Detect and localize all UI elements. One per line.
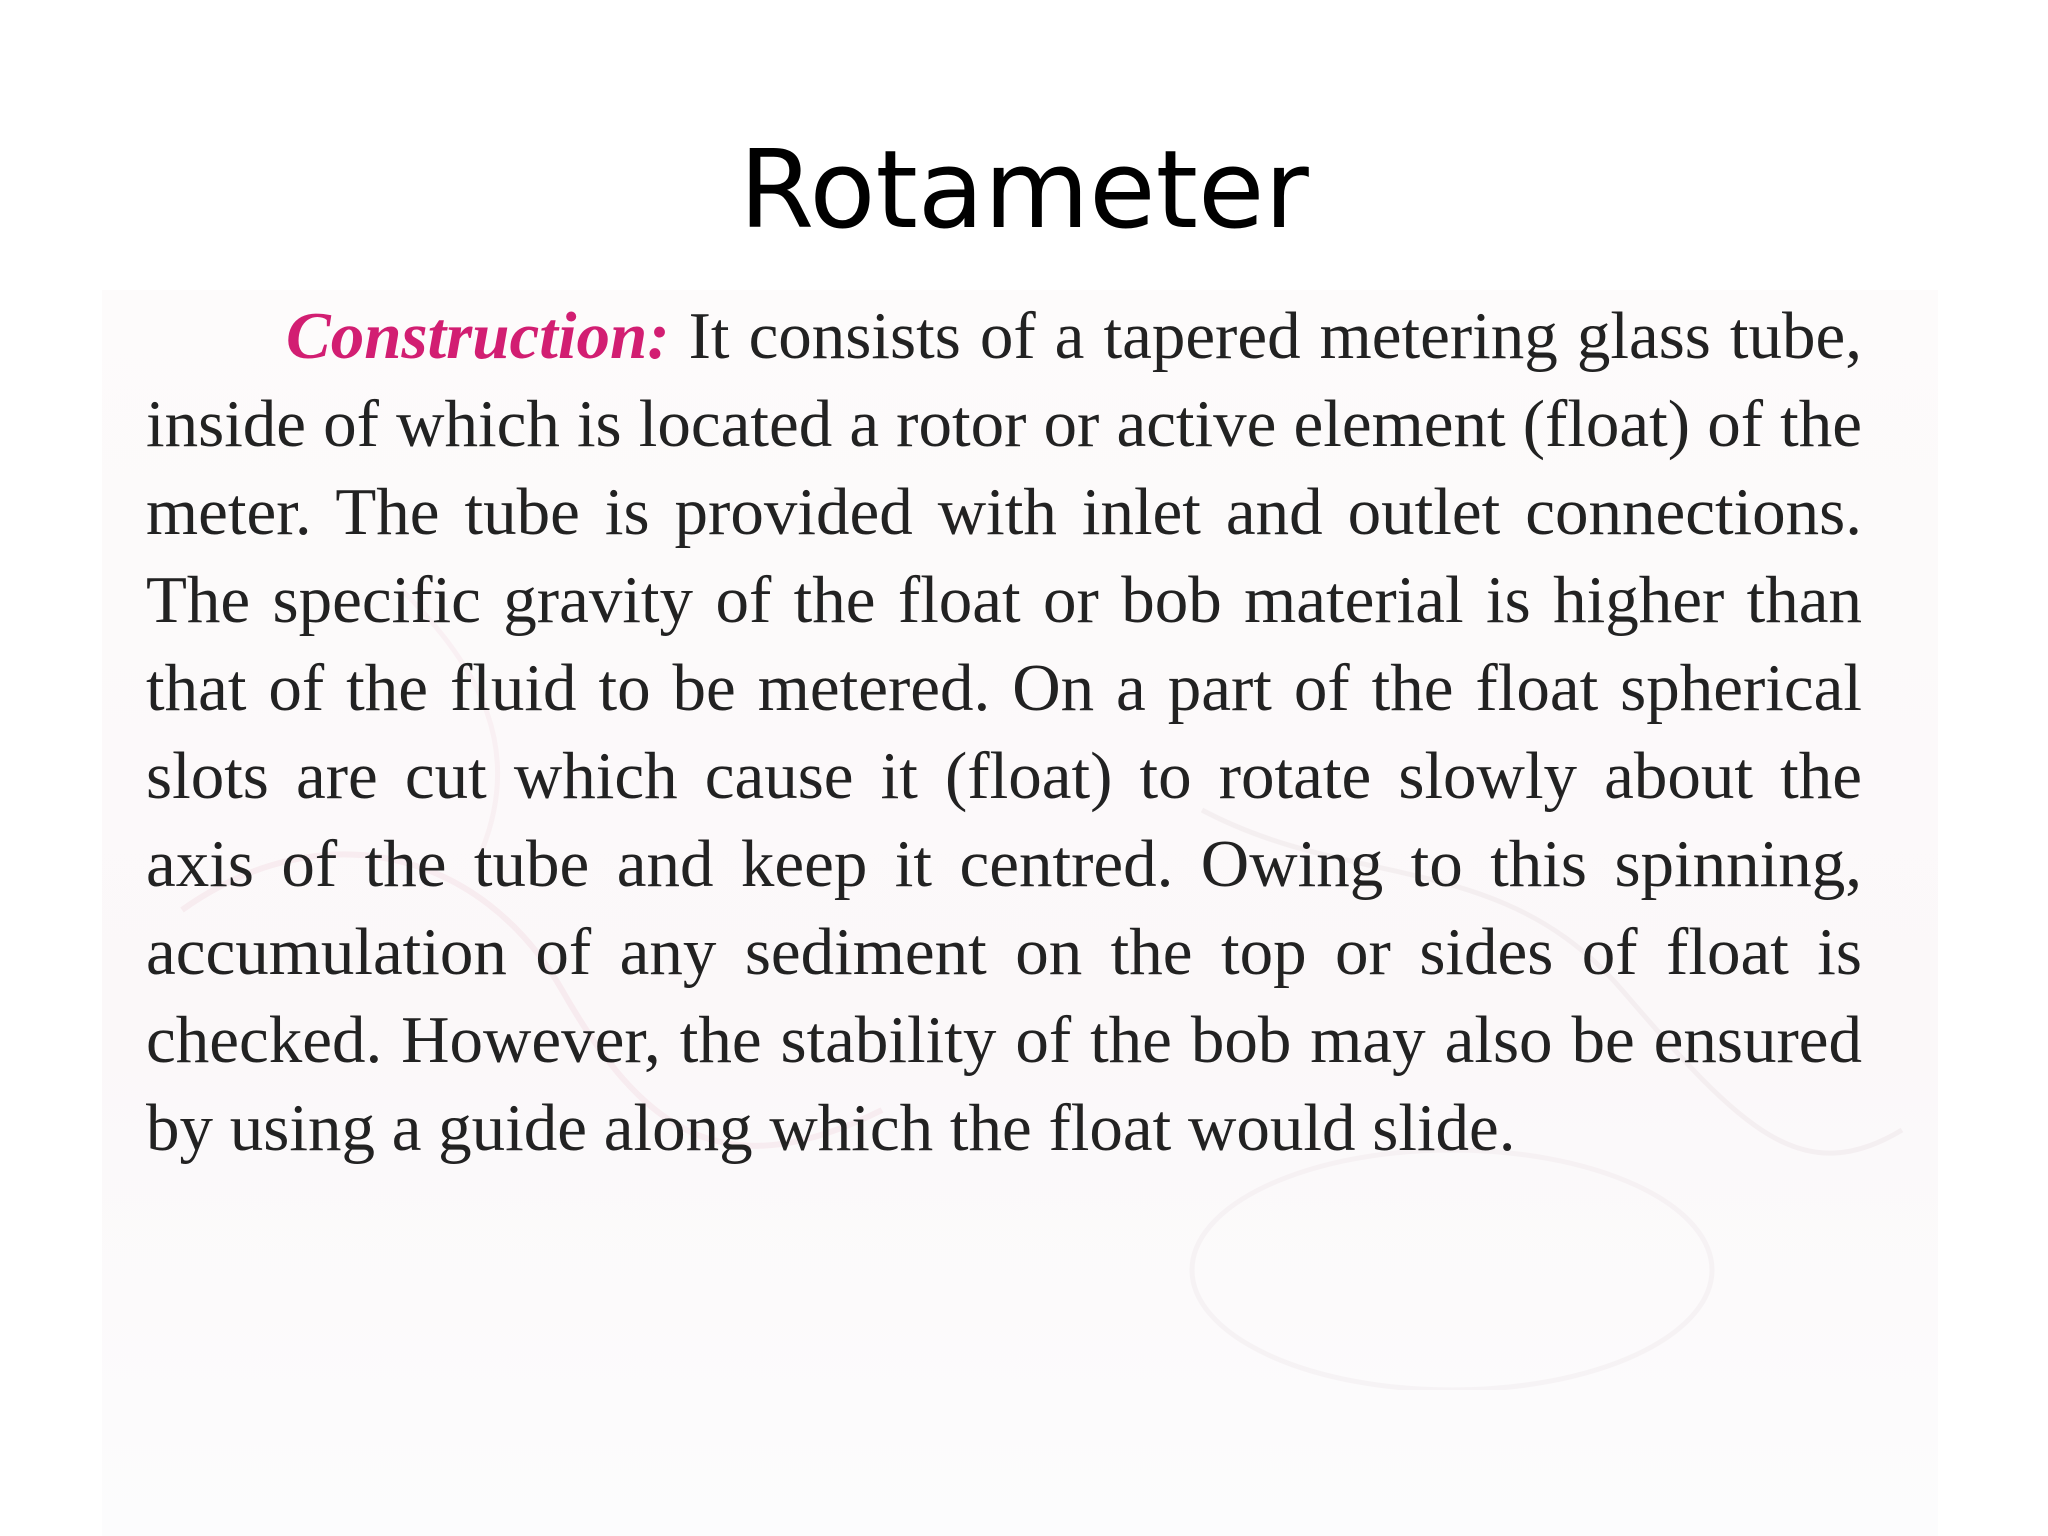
construction-paragraph: [146, 292, 1862, 1172]
construction-label: Construction:: [286, 299, 670, 373]
construction-text: It consists of a tapered metering glass tube, inside of which is located a rotor or active element (float) of the meter. The tube is provided with inlet and outlet connections. The specific gravity of the float or bob material is higher than that of the fluid to be metered. On a part of the float spherical slots are cut which cause it (float) to rotate slowly about the axis of the tube and keep it centred. Owing to this spinning, accumulation of any sediment on the top or sides of float is checked. However, the stability of the bob may also be ensured by using a guide along which the float would slide.: [146, 299, 1863, 1165]
slide-title: Rotameter: [739, 128, 1309, 253]
